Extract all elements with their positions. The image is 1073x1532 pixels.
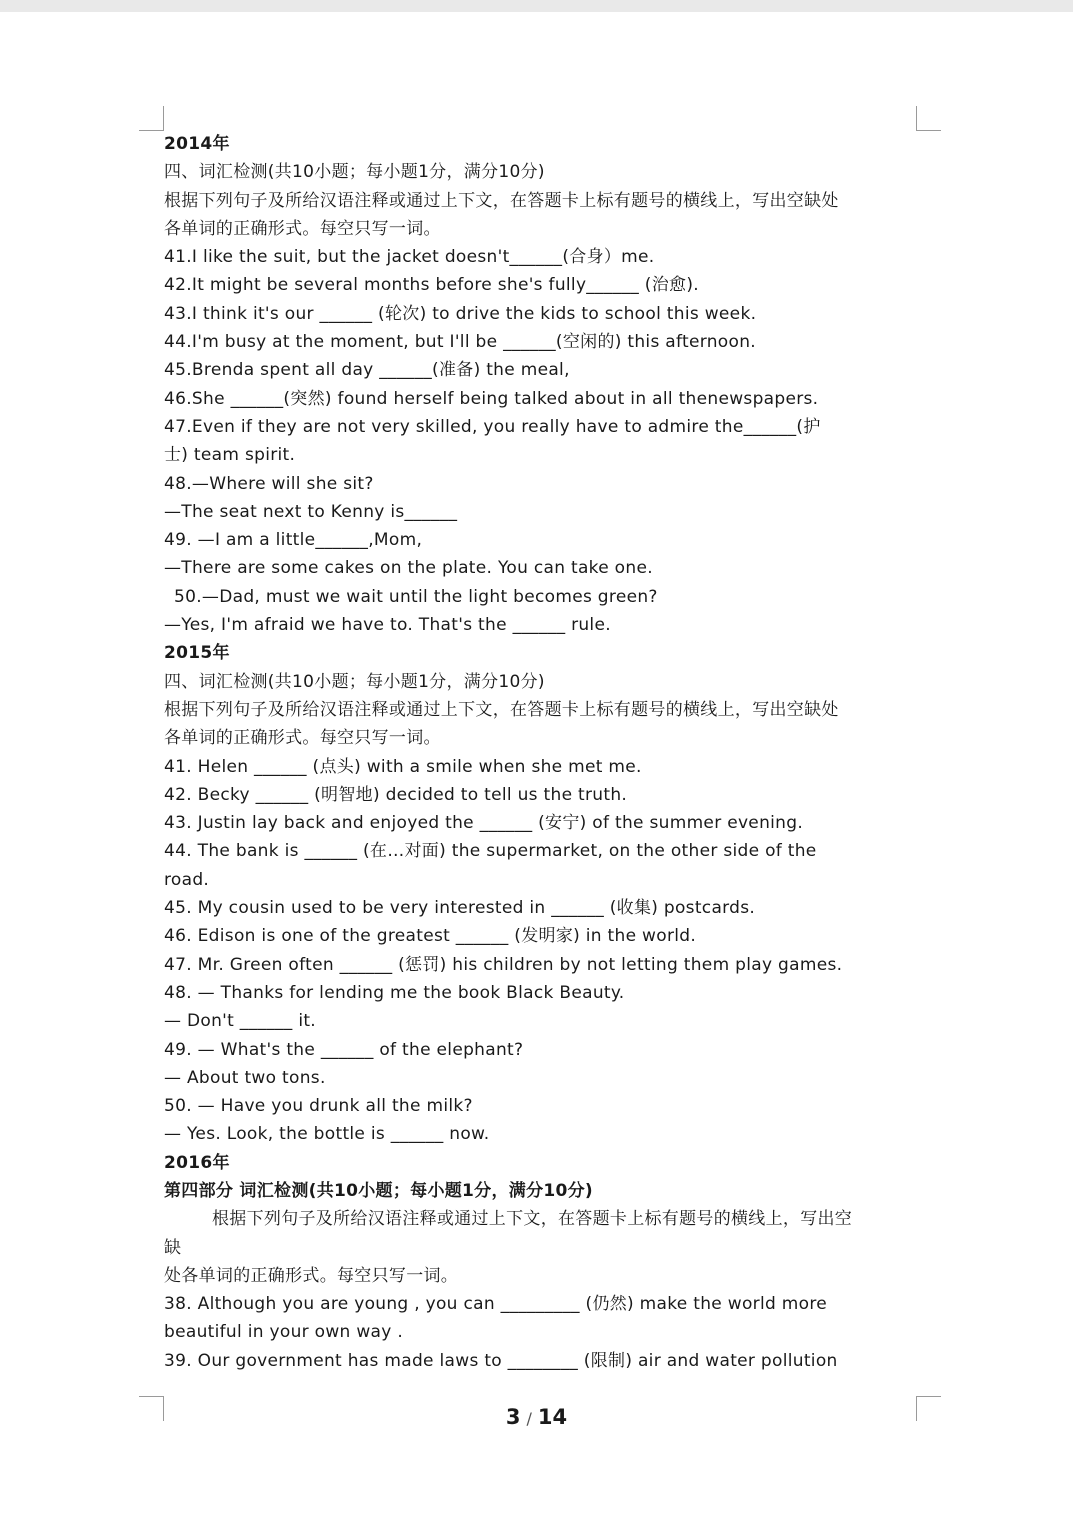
text-line: 45.Brenda spent all day ______(准备) the meal,: [164, 360, 570, 381]
text-line: beautiful in your own way .: [164, 1322, 404, 1343]
page-number-total: 14: [537, 1405, 568, 1429]
year-heading: 2014年: [164, 134, 230, 154]
text-line: 47.Even if they are not very skilled, you really have to admire the______(护: [164, 416, 821, 437]
text-line: 44.I'm busy at the moment, but I'll be ______(空闲的) this afternoon.: [164, 332, 756, 353]
text-line: 41. Helen ______ (点头) with a smile when she met me.: [164, 756, 642, 777]
text-line: 各单词的正确形式。每空只写一词。: [164, 728, 441, 749]
text-line: 41.I like the suit, but the jacket doesn't______(合身）me.: [164, 247, 655, 268]
page-number: [0, 1405, 1073, 1429]
text-line: road.: [164, 869, 210, 890]
text-line: 根据下列句子及所给汉语注释或通过上下文，在答题卡上标有题号的横线上，写出空缺处: [164, 190, 839, 211]
text-line: 38. Although you are young , you can _________ (仍然) make the world more: [164, 1294, 828, 1315]
text-line: 43.I think it's our ______ (轮次) to drive the kids to school this week.: [164, 303, 757, 324]
crop-mark-top-left: [139, 106, 164, 131]
page-number-current: 3: [505, 1405, 521, 1429]
text-line: 44. The bank is ______ (在…对面) the supermarket, on the other side of the: [164, 841, 817, 862]
viewer-top-bar: [0, 0, 1073, 12]
text-line: — Don't ______ it.: [164, 1011, 317, 1032]
text-line: — Yes. Look, the bottle is ______ now.: [164, 1124, 490, 1145]
text-line: 42.It might be several months before she's fully______ (治愈).: [164, 275, 699, 296]
text-line: 50. — Have you drunk all the milk?: [164, 1096, 473, 1117]
crop-mark-top-right: [916, 106, 941, 131]
section-heading: 第四部分 词汇检测(共10小题；每小题1分，满分10分): [164, 1180, 593, 1201]
text-line: 四、词汇检测(共10小题；每小题1分，满分10分): [164, 162, 545, 183]
text-line: 46. Edison is one of the greatest ______ (发明家) in the world.: [164, 926, 697, 947]
text-line: 49. —I am a little______,Mom,: [164, 530, 423, 551]
text-line: 四、词汇检测(共10小题；每小题1分，满分10分): [164, 671, 545, 692]
text-line: 根据下列句子及所给汉语注释或通过上下文，在答题卡上标有题号的横线上，写出空: [212, 1209, 853, 1230]
text-line: 46.She ______(突然) found herself being talked about in all thenewspapers.: [164, 388, 819, 409]
text-line: 42. Becky ______ (明智地) decided to tell us the truth.: [164, 784, 628, 805]
text-line: 47. Mr. Green often ______ (惩罚) his children by not letting them play games.: [164, 954, 843, 975]
text-line: 士) team spirit.: [164, 445, 296, 466]
year-heading: 2016年: [164, 1152, 230, 1173]
text-line: —The seat next to Kenny is______: [164, 501, 458, 522]
text-line: —There are some cakes on the plate. You can take one.: [164, 558, 653, 579]
text-line: 处各单词的正确形式。每空只写一词。: [164, 1265, 459, 1286]
text-line: 50.—Dad, must we wait until the light becomes green?: [174, 586, 658, 607]
document-body: [164, 130, 920, 1375]
text-line: 49. — What's the ______ of the elephant?: [164, 1039, 524, 1060]
text-line: 根据下列句子及所给汉语注释或通过上下文，在答题卡上标有题号的横线上，写出空缺处: [164, 699, 839, 720]
text-line: 48. — Thanks for lending me the book Black Beauty.: [164, 982, 625, 1003]
page-number-separator: /: [526, 1409, 532, 1428]
text-line: 43. Justin lay back and enjoyed the ______ (安宁) of the summer evening.: [164, 813, 804, 834]
text-line: — About two tons.: [164, 1067, 326, 1088]
text-line: 缺: [164, 1237, 182, 1258]
text-line: 48.—Where will she sit?: [164, 473, 374, 494]
text-line: 45. My cousin used to be very interested in ______ (收集) postcards.: [164, 898, 756, 919]
text-line: 39. Our government has made laws to ________ (限制) air and water pollution: [164, 1350, 838, 1371]
year-heading: 2015年: [164, 643, 230, 664]
text-line: —Yes, I'm afraid we have to. That's the ______ rule.: [164, 615, 611, 636]
text-line: 各单词的正确形式。每空只写一词。: [164, 218, 441, 239]
